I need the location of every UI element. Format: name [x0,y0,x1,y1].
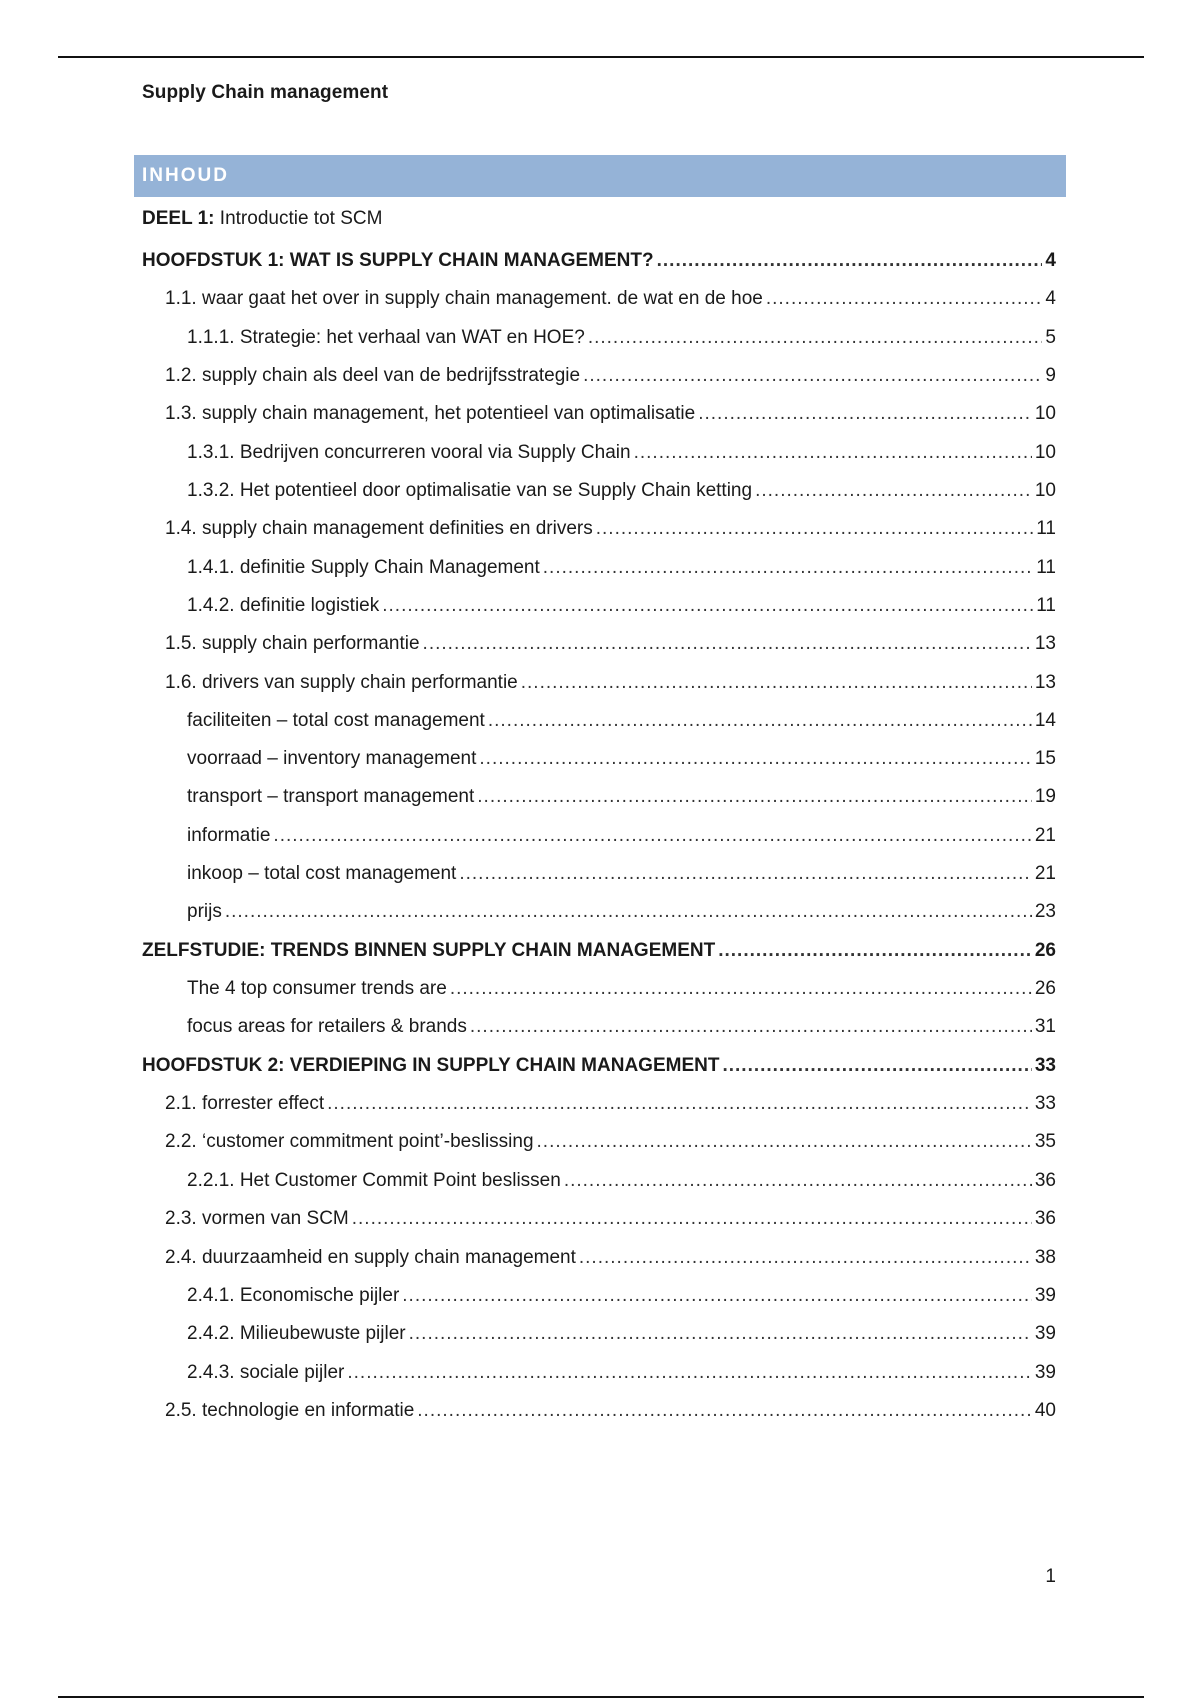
toc-entry-title: faciliteiten – total cost management [187,710,485,731]
toc-entry-title: informatie [187,825,271,846]
toc-entry[interactable] [187,1362,1056,1392]
toc-entry-page: 19 [1034,786,1056,807]
part-text: Introductie tot SCM [219,208,383,229]
toc-entry-title: 2.2. ‘customer commitment point’-beslissing [165,1131,534,1152]
toc-dot-leader [470,1016,1032,1038]
toc-entry[interactable] [165,1247,1056,1277]
toc-dot-leader [225,901,1032,923]
toc-entry-title: The 4 top consumer trends are [187,978,447,999]
toc-dot-leader [450,978,1032,1000]
toc-entry-title: 1.1.1. Strategie: het verhaal van WAT en HOE? [187,327,585,348]
toc-entry-title: 2.4.3. sociale pijler [187,1362,345,1383]
toc-entry[interactable] [165,1400,1056,1430]
toc-entry-page: 13 [1034,633,1056,654]
toc-entry-title: prijs [187,901,222,922]
toc-entry[interactable] [187,595,1056,625]
toc-dot-leader [479,748,1031,770]
toc-entry-page: 11 [1036,557,1056,578]
toc-dot-leader [718,940,1032,962]
toc-heading-bar: INHOUD [134,155,1066,197]
toc-entry[interactable] [187,825,1056,855]
toc-entry[interactable] [187,978,1056,1008]
toc-entry-page: 15 [1034,748,1056,769]
toc-entry[interactable] [187,901,1056,931]
document-header: Supply Chain management [142,82,389,103]
toc-dot-leader [477,786,1032,808]
toc-entry[interactable] [187,327,1056,357]
toc-entry[interactable] [187,863,1056,893]
toc-dot-leader [423,633,1032,655]
toc-dot-leader [766,288,1043,310]
toc-entry[interactable] [187,710,1056,740]
page-number: 1 [1045,1566,1056,1587]
toc-dot-leader [459,863,1032,885]
toc-entry-page: 5 [1045,327,1056,348]
toc-entry[interactable] [165,518,1056,548]
toc-entry-page: 23 [1034,901,1056,922]
toc-entry-title: HOOFDSTUK 1: WAT IS SUPPLY CHAIN MANAGEMENT? [142,250,654,271]
toc-dot-leader [327,1093,1032,1115]
toc-entry-title: 1.1. waar gaat het over in supply chain management. de wat en de hoe [165,288,763,309]
toc-dot-leader [657,250,1043,272]
bottom-rule [58,1696,1144,1698]
toc-entry[interactable] [142,1055,1056,1085]
toc-entry-title: focus areas for retailers & brands [187,1016,467,1037]
toc-entry[interactable] [142,940,1056,970]
toc-dot-leader [382,595,1033,617]
toc-dot-leader [521,672,1032,694]
toc-dot-leader [722,1055,1031,1077]
toc-entry-page: 4 [1045,250,1056,271]
toc-dot-leader [596,518,1034,540]
toc-entry-page: 36 [1034,1170,1056,1191]
toc-dot-leader [698,403,1032,425]
toc-entry-page: 36 [1034,1208,1056,1229]
toc-entry-page: 39 [1034,1362,1056,1383]
toc-dot-leader [409,1323,1032,1345]
toc-entry[interactable] [165,1131,1056,1161]
toc-entry-page: 14 [1034,710,1056,731]
toc-entry-title: 2.1. forrester effect [165,1093,325,1114]
toc-entry-page: 10 [1034,480,1056,501]
toc-entry[interactable] [187,1170,1056,1200]
toc-entry[interactable] [187,1016,1056,1046]
toc-dot-leader [537,1131,1032,1153]
toc-entry-title: 2.3. vormen van SCM [165,1208,349,1229]
toc-dot-leader [543,557,1033,579]
toc-entry[interactable] [187,480,1056,510]
toc-entry[interactable] [187,1285,1056,1315]
toc-entry[interactable] [165,633,1056,663]
toc-entry-title: 1.2. supply chain als deel van de bedrijfsstrategie [165,365,581,386]
toc-entry[interactable] [187,442,1056,472]
toc-entry-page: 31 [1034,1016,1056,1037]
toc-dot-leader [417,1400,1032,1422]
toc-entry[interactable] [187,786,1056,816]
toc-entry[interactable] [165,288,1056,318]
toc-entry[interactable] [187,557,1056,587]
toc-entry[interactable] [165,1093,1056,1123]
toc-entry-page: 38 [1034,1247,1056,1268]
toc-entry-page: 26 [1034,940,1056,961]
toc-entry-title: 2.5. technologie en informatie [165,1400,415,1421]
toc-entry-title: inkoop – total cost management [187,863,457,884]
toc-entry-page: 33 [1034,1055,1056,1076]
toc-dot-leader [488,710,1032,732]
toc-entry-page: 33 [1034,1093,1056,1114]
toc-entry[interactable] [165,365,1056,395]
top-rule [58,56,1144,58]
toc-entry[interactable] [165,672,1056,702]
toc-entry-title: 2.2.1. Het Customer Commit Point beslissen [187,1170,561,1191]
toc-dot-leader [583,365,1042,387]
toc-entry-title: 2.4.1. Economische pijler [187,1285,400,1306]
toc-entry-title: 1.3.1. Bedrijven concurreren vooral via Supply Chain [187,442,631,463]
toc-entry[interactable] [187,1323,1056,1353]
toc-entry[interactable] [165,1208,1056,1238]
toc-entry-page: 4 [1045,288,1056,309]
toc-entry-title: 1.4.2. definitie logistiek [187,595,380,616]
toc-dot-leader [588,327,1043,349]
part-label: DEEL 1: [142,208,215,229]
toc-entry-page: 10 [1034,442,1056,463]
toc-entry-page: 11 [1036,518,1056,539]
toc-entry-page: 21 [1034,825,1056,846]
toc-entry[interactable] [142,250,1056,280]
toc-entry-title: ZELFSTUDIE: TRENDS BINNEN SUPPLY CHAIN MANAGEMENT [142,940,716,961]
toc-entry-page: 35 [1034,1131,1056,1152]
toc-dot-leader [564,1170,1032,1192]
toc-dot-leader [352,1208,1032,1230]
toc-entry-title: voorraad – inventory management [187,748,477,769]
toc-entry-title: 1.5. supply chain performantie [165,633,420,654]
toc-dot-leader [273,825,1031,847]
toc-entry-title: HOOFDSTUK 2: VERDIEPING IN SUPPLY CHAIN MANAGEMENT [142,1055,720,1076]
toc-dot-leader [634,442,1032,464]
toc-entry[interactable] [187,748,1056,778]
toc-entry-title: 1.4. supply chain management definities en drivers [165,518,593,539]
toc-entry-page: 40 [1034,1400,1056,1421]
toc-entry-page: 39 [1034,1323,1056,1344]
toc-entry-title: 1.3. supply chain management, het potentieel van optimalisatie [165,403,696,424]
toc-dot-leader [579,1247,1032,1269]
toc-dot-leader [402,1285,1032,1307]
toc-dot-leader [347,1362,1031,1384]
toc-entry-title: 2.4.2. Milieubewuste pijler [187,1323,406,1344]
toc-dot-leader [755,480,1032,502]
toc-entry-page: 21 [1034,863,1056,884]
toc-entry-title: 1.4.1. definitie Supply Chain Management [187,557,540,578]
toc-entry[interactable] [165,403,1056,433]
toc-entry-page: 9 [1045,365,1056,386]
toc-entry-title: 1.6. drivers van supply chain performantie [165,672,518,693]
toc-entry-page: 10 [1034,403,1056,424]
toc-entry-title: transport – transport management [187,786,475,807]
toc-entry-page: 26 [1034,978,1056,999]
toc-entry-page: 13 [1034,672,1056,693]
toc-entry-title: 2.4. duurzaamheid en supply chain management [165,1247,576,1268]
toc-entry-page: 11 [1036,595,1056,616]
toc-entry-page: 39 [1034,1285,1056,1306]
toc-entry-title: 1.3.2. Het potentieel door optimalisatie van se Supply Chain ketting [187,480,753,501]
part-line [142,208,382,230]
